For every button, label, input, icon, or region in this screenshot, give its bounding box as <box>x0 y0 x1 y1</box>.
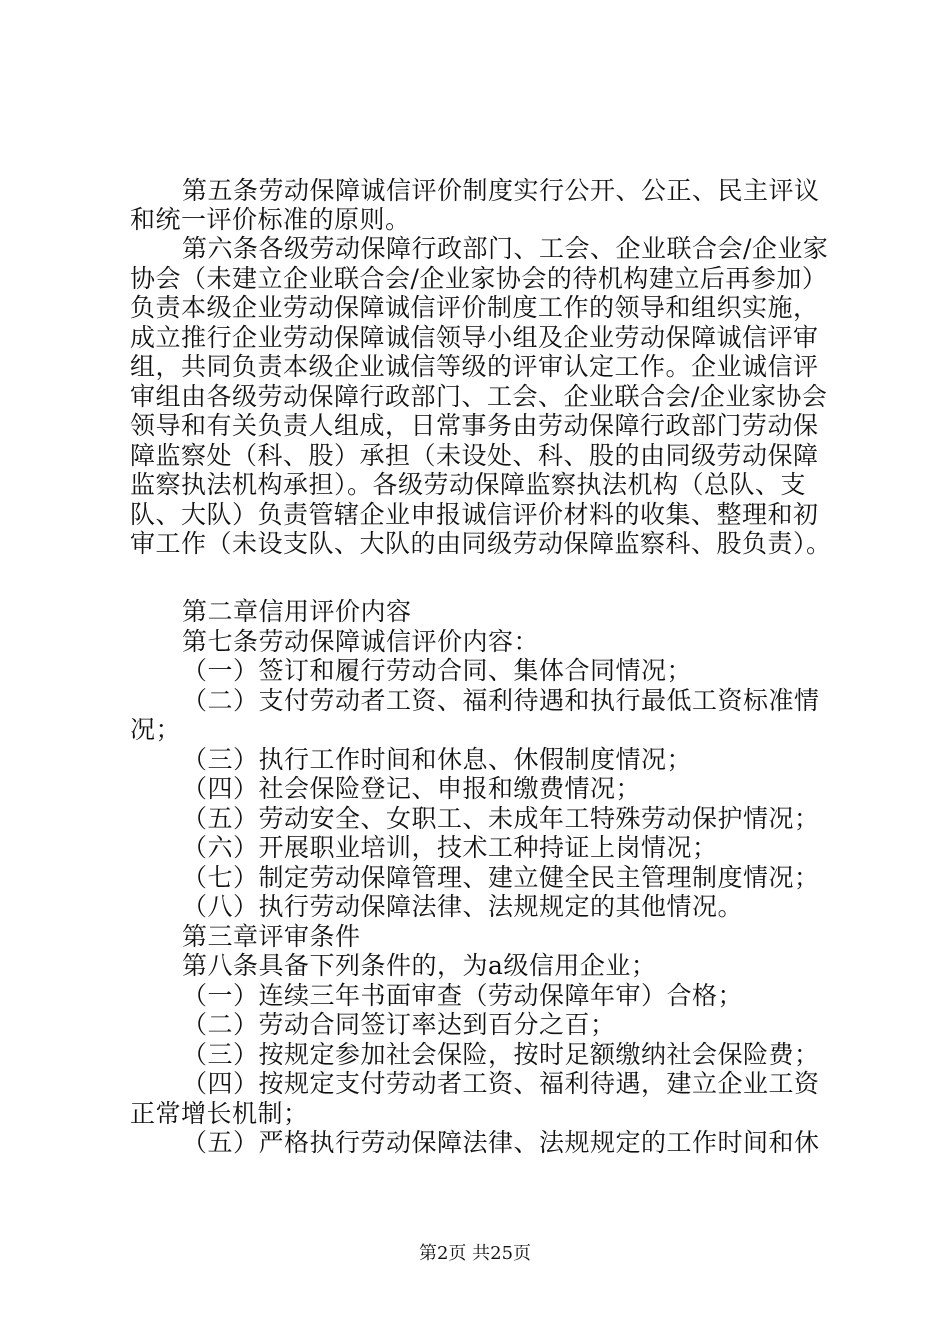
list-item: （六）开展职业培训，技术工种持证上岗情况； <box>182 833 718 862</box>
list-item: （八）执行劳动保障法律、法规规定的其他情况。 <box>182 892 744 921</box>
text-line: 正常增长机制； <box>130 1099 309 1128</box>
text-line: 况； <box>130 715 182 744</box>
chapter-heading: 第三章评审条件 <box>182 922 361 951</box>
text-line: 负责本级企业劳动保障诚信评价制度工作的领导和组织实施， <box>130 293 819 322</box>
text-line: 第七条劳动保障诚信评价内容： <box>182 627 540 656</box>
list-item: （一）连续三年书面审查（劳动保障年审）合格； <box>182 981 744 1010</box>
list-item: （七）制定劳动保障管理、建立健全民主管理制度情况； <box>182 863 820 892</box>
text-line: 第五条劳动保障诚信评价制度实行公开、公正、民主评议 <box>182 176 820 205</box>
list-item: （四）按规定支付劳动者工资、福利待遇，建立企业工资 <box>182 1069 820 1098</box>
text-line: 协会（未建立企业联合会/企业家协会的待机构建立后再参加） <box>130 264 828 293</box>
text-line: 队、大队）负责管辖企业申报诚信评价材料的收集、整理和初 <box>130 500 819 529</box>
list-item: （四）社会保险登记、申报和缴费情况； <box>182 774 642 803</box>
list-item: （二）劳动合同签订率达到百分之百； <box>182 1010 616 1039</box>
list-item: （一）签订和履行劳动合同、集体合同情况； <box>182 656 693 685</box>
text-line: 和统一评价标准的原则。 <box>130 205 411 234</box>
text-line: 障监察处（科、股）承担（未设处、科、股的由同级劳动保障 <box>130 441 819 470</box>
text-line: 组，共同负责本级企业诚信等级的评审认定工作。企业诚信评 <box>130 352 819 381</box>
list-item: （三）按规定参加社会保险，按时足额缴纳社会保险费； <box>182 1040 820 1069</box>
text-line: 第八条具备下列条件的，为a级信用企业； <box>182 951 657 980</box>
list-item: （三）执行工作时间和休息、休假制度情况； <box>182 745 693 774</box>
chapter-heading: 第二章信用评价内容 <box>182 597 412 626</box>
text-line: 审组由各级劳动保障行政部门、工会、企业联合会/企业家协会 <box>130 382 828 411</box>
text-line: 第六条各级劳动保障行政部门、工会、企业联合会/企业家 <box>182 234 829 263</box>
page-number-footer: 第2页 共25页 <box>418 1243 532 1264</box>
list-item: （二）支付劳动者工资、福利待遇和执行最低工资标准情 <box>182 686 820 715</box>
list-item: （五）严格执行劳动保障法律、法规规定的工作时间和休 <box>182 1128 820 1157</box>
text-line: 监察执法机构承担）。各级劳动保障监察执法机构（总队、支 <box>130 470 807 499</box>
list-item: （五）劳动安全、女职工、未成年工特殊劳动保护情况； <box>182 804 820 833</box>
text-line: 领导和有关负责人组成，日常事务由劳动保障行政部门劳动保 <box>130 411 819 440</box>
text-line: 审工作（未设支队、大队的由同级劳动保障监察科、股负责）。 <box>130 529 832 558</box>
text-line: 成立推行企业劳动保障诚信领导小组及企业劳动保障诚信评审 <box>130 323 819 352</box>
